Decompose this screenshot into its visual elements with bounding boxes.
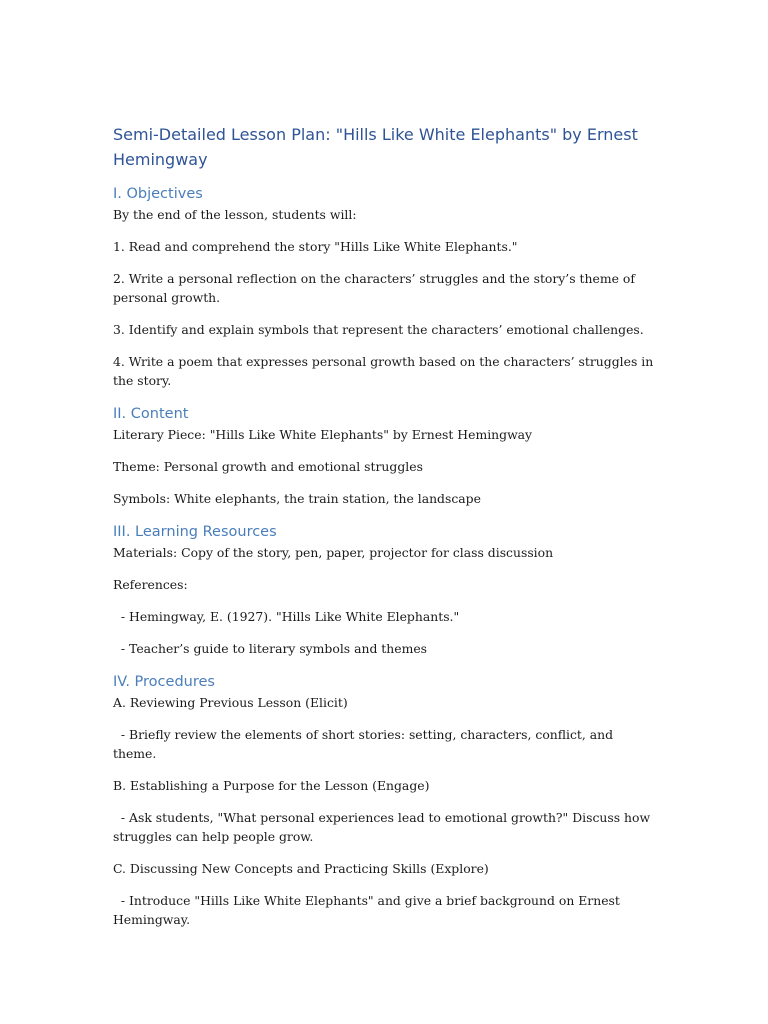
document-page — [113, 122, 658, 942]
paragraph: 3. Identify and explain symbols that represent the characters’ emotional challenges. — [113, 322, 644, 337]
paragraph: - Teacher’s guide to literary symbols and themes — [113, 641, 428, 656]
paragraph: - Ask students, "What personal experiences lead to emotional growth?" Discuss how struggles can help people grow. — [113, 810, 655, 844]
paragraph: 4. Write a poem that expresses personal growth based on the characters’ struggles in the story. — [113, 354, 658, 388]
paragraph: - Hemingway, E. (1927). "Hills Like White Elephants." — [113, 609, 460, 624]
paragraph: Symbols: White elephants, the train station, the landscape — [113, 491, 481, 506]
paragraph: - Briefly review the elements of short stories: setting, characters, conflict, and theme. — [113, 727, 618, 761]
paragraph: 2. Write a personal reflection on the characters’ struggles and the story’s theme of personal growth. — [113, 271, 639, 305]
paragraph: B. Establishing a Purpose for the Lesson (Engage) — [113, 778, 430, 793]
section-heading: II. Content — [113, 406, 189, 422]
section-heading: I. Objectives — [113, 186, 203, 202]
document-title: Semi-Detailed Lesson Plan: "Hills Like White Elephants" by Ernest Hemingway — [113, 125, 638, 169]
paragraph: A. Reviewing Previous Lesson (Elicit) — [113, 695, 348, 710]
section-heading: III. Learning Resources — [113, 524, 277, 540]
section-learning-resources — [113, 521, 658, 658]
paragraph: Literary Piece: "Hills Like White Elephants" by Ernest Hemingway — [113, 427, 533, 442]
paragraph: C. Discussing New Concepts and Practicing Skills (Explore) — [113, 861, 489, 876]
section-objectives — [113, 183, 658, 390]
paragraph: References: — [113, 577, 188, 592]
paragraph: 1. Read and comprehend the story "Hills Like White Elephants." — [113, 239, 518, 254]
section-heading: IV. Procedures — [113, 674, 215, 690]
paragraph: - Introduce "Hills Like White Elephants" and give a brief background on Ernest Hemingway. — [113, 893, 624, 927]
paragraph: Theme: Personal growth and emotional struggles — [113, 459, 423, 474]
paragraph: By the end of the lesson, students will: — [113, 207, 357, 222]
section-procedures — [113, 671, 658, 929]
paragraph: Materials: Copy of the story, pen, paper, projector for class discussion — [113, 545, 554, 560]
section-content — [113, 403, 658, 508]
